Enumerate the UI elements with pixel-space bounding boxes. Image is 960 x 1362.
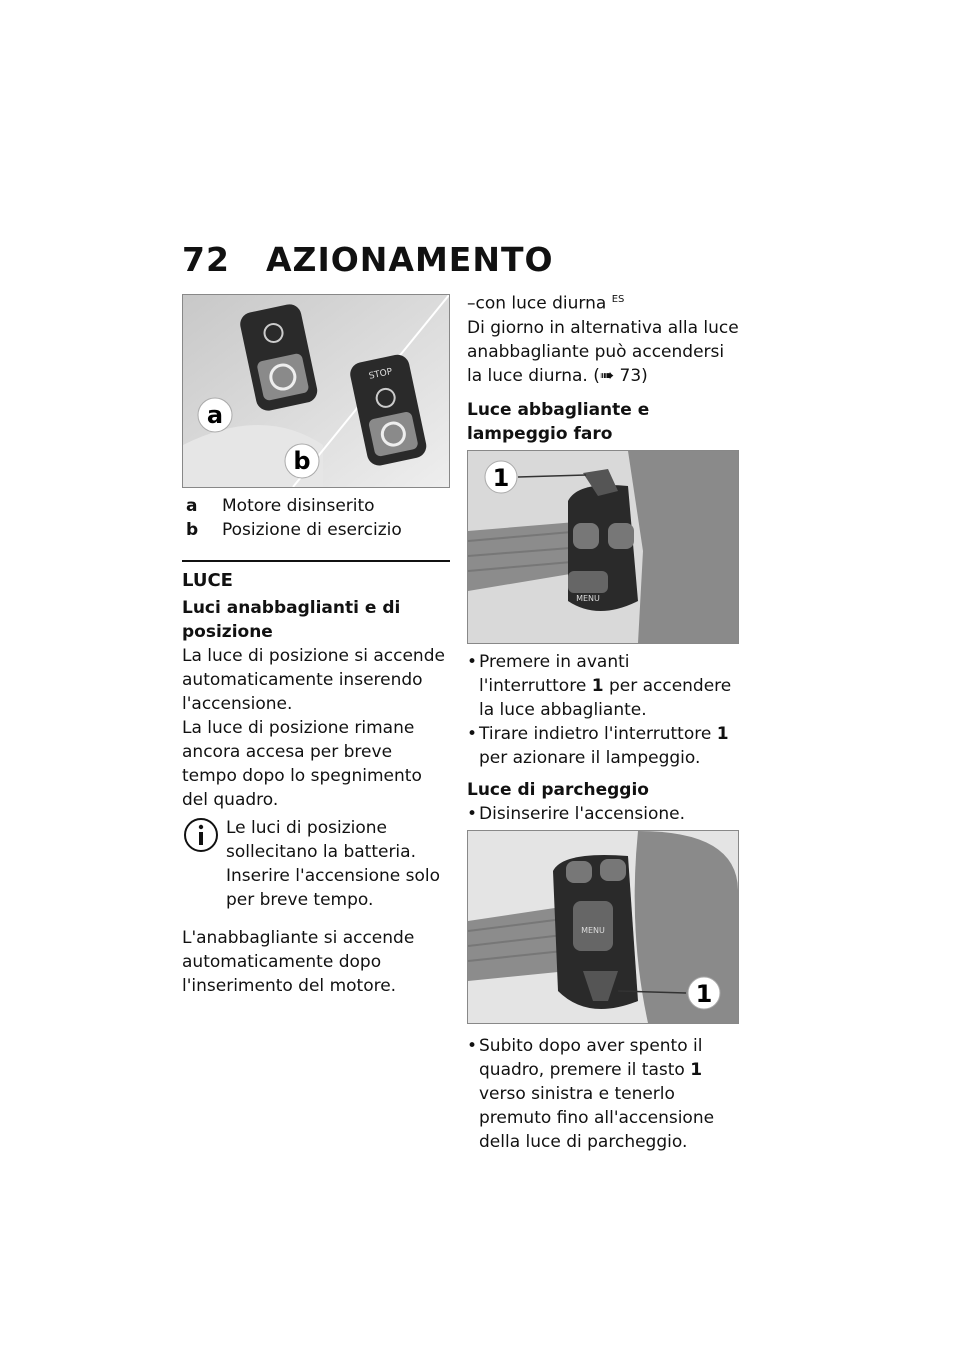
page-ref-arrow-icon: ➠ — [599, 365, 615, 386]
page-header — [182, 240, 554, 279]
page-ref[interactable]: 73 — [619, 365, 642, 386]
note-text: Le luci di posizione sollecitano la batteria. Inserire l'accensione solo per breve tempo. — [226, 818, 441, 910]
callout-1: 1 — [695, 979, 713, 1008]
figure-legend — [182, 494, 450, 542]
bullet-icon: • — [467, 651, 478, 672]
legend-item: a Motore disinserito — [186, 496, 375, 516]
ignition-switch-figure — [182, 294, 450, 488]
bullet-icon: • — [467, 1035, 478, 1056]
subheading-parking-light: Luce di parcheggio — [467, 779, 649, 800]
list-item: • Disinserire l'accensione. — [467, 803, 686, 824]
menu-label: MENU — [581, 925, 605, 935]
paragraph: L'anabbagliante si accende automaticamente dopo l'inserimento del motore. — [182, 928, 415, 996]
stop-label: STOP — [368, 367, 394, 382]
subheading-high-beam: Luce abbagliante e lampeggio faro — [467, 399, 650, 444]
es-badge: ES — [611, 294, 625, 305]
subheading-low-beam: Luci anabbaglianti e di posizione — [182, 598, 401, 642]
info-note — [182, 816, 450, 912]
list-item: • Subito dopo aver spento il quadro, premere il tasto 1 verso sinistra e tenerlo premuto fino all'accensione della luce di parcheggio. — [467, 1035, 715, 1152]
high-beam-switch-figure — [467, 450, 739, 644]
callout-1: 1 — [492, 463, 510, 492]
high-beam-steps — [467, 650, 739, 770]
menu-label: MENU — [576, 593, 600, 603]
bullet-icon: • — [467, 723, 478, 744]
bullet-icon: • — [467, 803, 478, 824]
paragraph: Di giorno in alternativa alla luce anabbagliante può accendersi la luce diurna. (➠ 73) — [467, 317, 739, 386]
right-column — [467, 288, 739, 1154]
daytime-light-line: –con luce diurna $^{ES}$ — [467, 293, 625, 314]
list-item: • Premere in avanti l'interruttore 1 per accendere la luce abbagliante. — [467, 651, 732, 720]
list-item: • Tirare indietro l'interruttore 1 per azionare il lampeggio. — [467, 723, 729, 768]
page-number: 72 — [182, 240, 230, 279]
left-column — [182, 294, 450, 998]
callout-b: b — [293, 447, 311, 475]
paragraph: La luce di posizione rimane ancora accesa per breve tempo dopo lo spegnimento del quadro. — [182, 718, 422, 810]
legend-item: b Posizione di esercizio — [186, 520, 402, 540]
info-icon — [182, 816, 226, 912]
parking-light-switch-figure — [467, 830, 739, 1024]
paragraph: La luce di posizione si accende automaticamente inserendo l'accensione. — [182, 646, 445, 714]
callout-a: a — [206, 401, 224, 429]
chapter-title: AZIONAMENTO — [266, 240, 554, 279]
section-divider — [182, 560, 450, 562]
section-title: LUCE — [182, 570, 233, 591]
